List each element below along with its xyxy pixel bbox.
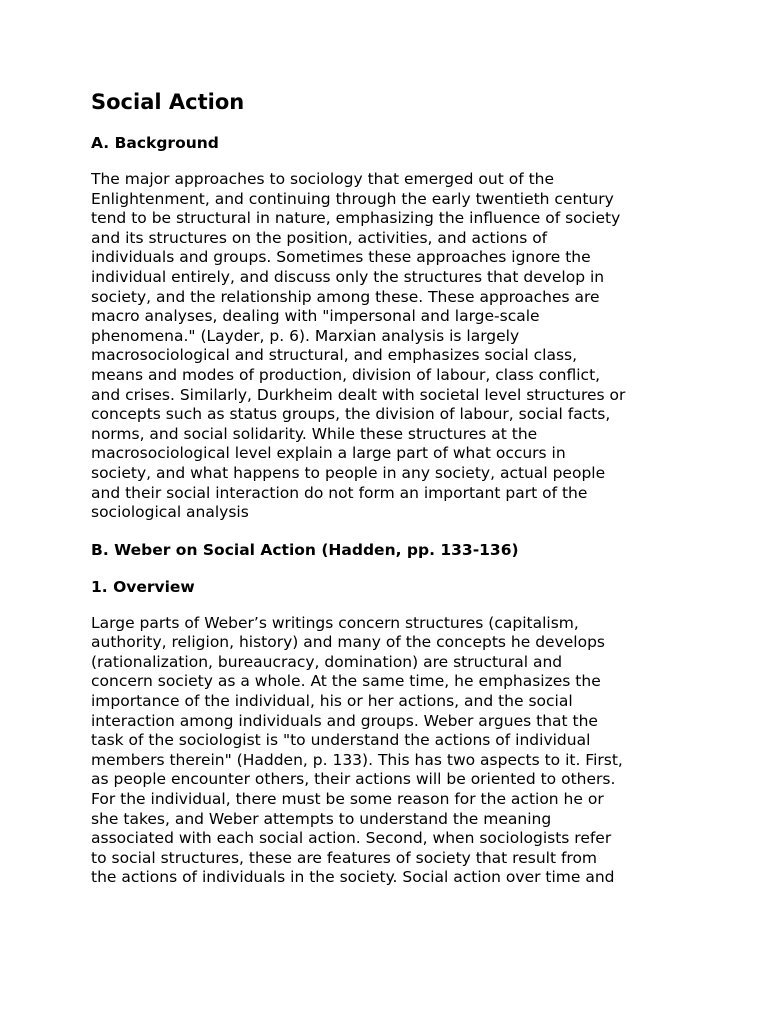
- paragraph-line: Enlightenment, and continuing through the early twentieth century: [91, 189, 614, 208]
- paragraph-line: associated with each social action. Second, when sociologists refer: [91, 829, 612, 848]
- paragraph-line: authority, religion, history) and many of the concepts he develops: [91, 633, 605, 652]
- paragraph-line: importance of the individual, his or her actions, and the social: [91, 692, 573, 711]
- paragraph-line: interaction among individuals and groups. Weber argues that the: [91, 711, 598, 730]
- paragraph-line: For the individual, there must be some reason for the action he or: [91, 790, 604, 809]
- paragraph-line: phenomena." (Layder, p. 6). Marxian analysis is largely: [91, 326, 520, 345]
- paragraph-line: macrosociological level explain a large part of what occurs in: [91, 444, 566, 463]
- overview-heading: 1. Overview: [91, 577, 195, 596]
- paragraph-line: The major approaches to sociology that emerged out of the: [91, 170, 555, 188]
- paragraph-line: individual entirely, and discuss only the structures that develop in: [91, 267, 605, 286]
- paragraph-line: individuals and groups. Sometimes these approaches ignore the: [91, 248, 591, 267]
- paragraph-line: sociological analysis: [91, 503, 249, 522]
- paragraph-line: Large parts of Weber’s writings concern structures (capitalism,: [91, 613, 579, 632]
- document-page: [91, 86, 691, 888]
- paragraph-line: tend to be structural in nature, emphasizing the influence of society: [91, 209, 621, 228]
- paragraph-line: and crises. Similarly, Durkheim dealt with societal level structures or: [91, 385, 626, 404]
- paragraph-line: the actions of individuals in the society. Social action over time and: [91, 868, 615, 887]
- paragraph-line: task of the sociologist is "to understand the actions of individual: [91, 731, 591, 750]
- section-b-heading: B. Weber on Social Action (Hadden, pp. 133-136): [91, 540, 519, 559]
- paragraph-line: macro analyses, dealing with "impersonal and large-scale: [91, 307, 540, 326]
- paragraph-line: society, and the relationship among these. These approaches are: [91, 287, 600, 306]
- paragraph-line: and its structures on the position, activities, and actions of: [91, 228, 548, 247]
- paragraph-line: and their social interaction do not form an important part of the: [91, 483, 588, 502]
- paragraph-line: as people encounter others, their actions will be oriented to others.: [91, 770, 616, 789]
- paragraph-line: members therein" (Hadden, p. 133). This has two aspects to it. First,: [91, 750, 623, 769]
- paragraph-line: concern society as a whole. At the same time, he emphasizes the: [91, 672, 601, 691]
- paragraph-line: to social structures, these are features of society that result from: [91, 848, 598, 867]
- section-a-heading: A. Background: [91, 134, 219, 152]
- paragraph-line: means and modes of production, division of labour, class conflict,: [91, 365, 601, 384]
- paragraph-line: concepts such as status groups, the division of labour, social facts,: [91, 405, 611, 424]
- paragraph-line: (rationalization, bureaucracy, domination) are structural and: [91, 652, 563, 671]
- paragraph-line: society, and what happens to people in any society, actual people: [91, 463, 606, 482]
- section-a-paragraph: [91, 170, 691, 523]
- document-title: Social Action: [91, 90, 245, 114]
- paragraph-line: she takes, and Weber attempts to understand the meaning: [91, 809, 552, 828]
- paragraph-line: macrosociological and structural, and emphasizes social class,: [91, 346, 578, 365]
- paragraph-line: norms, and social solidarity. While these structures at the: [91, 424, 538, 443]
- overview-paragraph: [91, 614, 691, 888]
